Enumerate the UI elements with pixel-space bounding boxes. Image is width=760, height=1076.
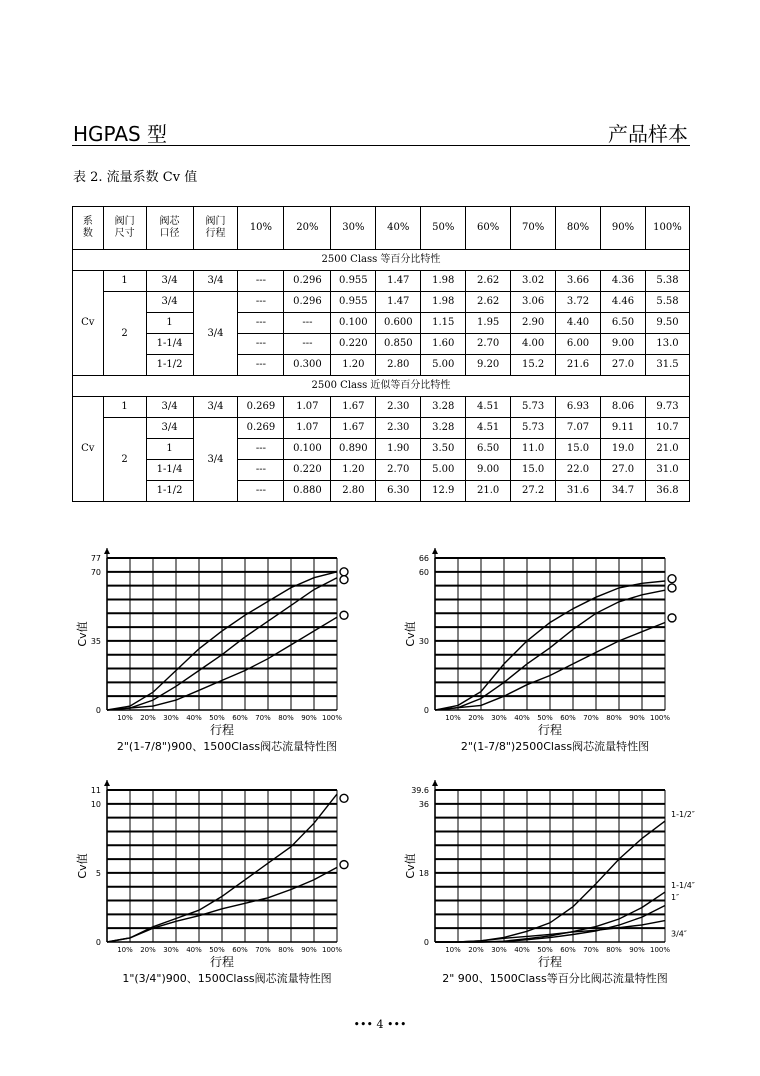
cv-value-cell: 34.7 (601, 481, 646, 502)
cv-value-cell: 0.220 (284, 460, 331, 481)
table-row (73, 334, 690, 355)
x-tick-label: 60% (232, 714, 248, 722)
cv-value-cell: 6.93 (556, 397, 601, 418)
cv-value-cell: 2.30 (376, 418, 421, 439)
x-tick-label: 100% (649, 946, 671, 954)
table-row (73, 292, 690, 313)
table-row (73, 397, 690, 418)
x-tick-label: 20% (140, 946, 156, 954)
cv-value-cell: 1.20 (331, 460, 376, 481)
series-marker (668, 614, 676, 622)
cv-value-cell: 1.60 (421, 334, 466, 355)
x-tick-label: 50% (537, 714, 553, 722)
cv-value-cell: 7.07 (556, 418, 601, 439)
travel-cell: 3/4 (193, 418, 238, 502)
cv-value-cell: 0.100 (331, 313, 376, 334)
cv-value-cell: 36.8 (645, 481, 689, 502)
valve-size-cell: 2 (103, 292, 146, 376)
y-tick-label: 0 (423, 938, 429, 947)
cv-value-cell: 9.20 (466, 355, 511, 376)
x-axis-label: 行程 (537, 955, 563, 969)
cv-value-cell: 2.90 (511, 313, 556, 334)
valve-size-cell: 1 (103, 271, 146, 292)
table-row (73, 355, 690, 376)
cv-value-cell: 5.00 (421, 460, 466, 481)
cv-value-cell: 2.70 (466, 334, 511, 355)
x-tick-label: 80% (606, 946, 622, 954)
cv-value-cell: --- (238, 439, 284, 460)
table-row (73, 418, 690, 439)
cv-value-cell: 31.5 (645, 355, 689, 376)
flow-chart-3 (72, 780, 372, 992)
cv-value-cell: 0.850 (376, 334, 421, 355)
cv-value-cell: 15.2 (511, 355, 556, 376)
cv-value-cell: 27.0 (601, 355, 646, 376)
table-header-row (73, 207, 690, 250)
series-label: 1-1/2″ (671, 810, 695, 820)
cv-value-cell: 5.58 (645, 292, 689, 313)
x-tick-label: 70% (583, 946, 599, 954)
trim-size-cell: 3/4 (146, 271, 193, 292)
y-tick-label: 10 (90, 799, 101, 809)
y-tick-label: 36 (418, 799, 429, 809)
header-pct: 10% (238, 207, 284, 250)
cv-value-cell: 2.62 (466, 292, 511, 313)
cv-value-cell: 0.296 (284, 292, 331, 313)
y-axis-arrow (432, 548, 438, 554)
x-tick-label: 60% (560, 946, 576, 954)
cv-value-cell: 4.40 (556, 313, 601, 334)
header-pct: 50% (421, 207, 466, 250)
cv-value-cell: 0.880 (284, 481, 331, 502)
table-row (73, 439, 690, 460)
flow-chart-1 (72, 548, 372, 760)
cv-value-cell: 3.66 (556, 271, 601, 292)
header-coefficient: 系 数 (73, 207, 104, 250)
x-tick-label: 50% (209, 946, 225, 954)
cv-value-cell: 2.30 (376, 397, 421, 418)
y-axis-label: Cv值 (76, 621, 89, 647)
x-tick-label: 60% (232, 946, 248, 954)
cv-value-cell: 5.00 (421, 355, 466, 376)
cv-value-cell: 4.51 (466, 397, 511, 418)
y-tick-label: 0 (423, 706, 429, 715)
series-marker (340, 611, 348, 619)
table-caption: 表 2. 流量系数 Cv 值 (73, 170, 198, 185)
header-trim-size: 阀芯 口径 (146, 207, 193, 250)
x-tick-label: 30% (163, 714, 179, 722)
cv-value-cell: 31.0 (645, 460, 689, 481)
header-pct: 70% (511, 207, 556, 250)
x-axis-label: 行程 (537, 723, 563, 737)
table-row (73, 481, 690, 502)
y-axis-label: Cv值 (404, 621, 417, 647)
series-label: 1-1/4″ (671, 881, 695, 891)
x-axis-label: 行程 (209, 955, 235, 969)
x-tick-label: 80% (278, 714, 294, 722)
cv-value-cell: 6.30 (376, 481, 421, 502)
series-marker (668, 575, 676, 583)
cv-value-cell: 15.0 (556, 439, 601, 460)
y-tick-label: 77 (90, 554, 101, 563)
series-marker (340, 568, 348, 576)
cv-value-cell: 12.9 (421, 481, 466, 502)
flow-chart-4 (400, 780, 700, 992)
header-model: HGPAS 型 (73, 122, 168, 146)
y-tick-label: 0 (95, 706, 101, 715)
cv-value-cell: 3.06 (511, 292, 556, 313)
y-tick-label: 60 (418, 567, 429, 577)
y-axis-arrow (104, 548, 110, 554)
cv-value-cell: 1.15 (421, 313, 466, 334)
series-label: 3/4″ (671, 929, 687, 939)
trim-size-cell: 1-1/2 (146, 355, 193, 376)
header-pct: 90% (601, 207, 646, 250)
x-tick-label: 90% (301, 714, 317, 722)
cv-value-cell: 4.46 (601, 292, 646, 313)
cv-value-cell: 1.47 (376, 271, 421, 292)
cv-value-cell: 27.0 (601, 460, 646, 481)
cv-value-cell: 0.220 (331, 334, 376, 355)
header-valve-size: 阀门 尺寸 (103, 207, 146, 250)
trim-size-cell: 3/4 (146, 292, 193, 313)
y-tick-label: 66 (418, 554, 429, 563)
travel-cell: 3/4 (193, 271, 238, 292)
x-tick-label: 90% (629, 946, 645, 954)
x-tick-label: 40% (514, 946, 530, 954)
cv-value-cell: --- (238, 334, 284, 355)
cv-value-cell: --- (284, 313, 331, 334)
cv-value-cell: 1.07 (284, 418, 331, 439)
x-tick-label: 40% (514, 714, 530, 722)
cv-value-cell: 19.0 (601, 439, 646, 460)
x-tick-label: 20% (468, 714, 484, 722)
cv-value-cell: 2.62 (466, 271, 511, 292)
cv-value-cell: 3.02 (511, 271, 556, 292)
cv-value-cell: 15.0 (511, 460, 556, 481)
header-pct: 60% (466, 207, 511, 250)
cv-value-cell: 1.47 (376, 292, 421, 313)
y-tick-label: 35 (90, 636, 101, 646)
cv-value-cell: 1.07 (284, 397, 331, 418)
cv-value-cell: 1.90 (376, 439, 421, 460)
cv-value-cell: 31.6 (556, 481, 601, 502)
table-row (73, 460, 690, 481)
x-tick-label: 40% (186, 714, 202, 722)
header-pct: 20% (284, 207, 331, 250)
header-doc-type: 产品样本 (608, 122, 688, 146)
travel-cell: 3/4 (193, 292, 238, 376)
y-tick-label: 0 (95, 938, 101, 947)
x-tick-label: 60% (560, 714, 576, 722)
x-tick-label: 100% (321, 946, 343, 954)
cv-value-cell: 9.00 (466, 460, 511, 481)
cv-value-cell: 13.0 (645, 334, 689, 355)
cv-table (72, 206, 690, 502)
valve-size-cell: 1 (103, 397, 146, 418)
cv-value-cell: 4.51 (466, 418, 511, 439)
x-tick-label: 80% (606, 714, 622, 722)
cv-value-cell: 5.73 (511, 418, 556, 439)
section-title-row (73, 376, 690, 397)
x-tick-label: 70% (583, 714, 599, 722)
header-pct: 100% (645, 207, 689, 250)
x-tick-label: 40% (186, 946, 202, 954)
cv-value-cell: 0.300 (284, 355, 331, 376)
cv-value-cell: 0.955 (331, 292, 376, 313)
header-pct: 40% (376, 207, 421, 250)
section-title-row (73, 250, 690, 271)
y-axis-label: Cv值 (76, 853, 89, 879)
y-tick-label: 70 (90, 567, 101, 577)
cv-value-cell: 0.600 (376, 313, 421, 334)
cv-value-cell: 6.50 (601, 313, 646, 334)
cv-value-cell: 3.50 (421, 439, 466, 460)
cv-value-cell: 4.36 (601, 271, 646, 292)
y-axis-arrow (104, 780, 110, 786)
x-tick-label: 50% (537, 946, 553, 954)
cv-value-cell: 11.0 (511, 439, 556, 460)
cv-value-cell: --- (238, 271, 284, 292)
x-tick-label: 70% (255, 946, 271, 954)
cv-value-cell: 1.98 (421, 271, 466, 292)
x-tick-label: 100% (321, 714, 343, 722)
section-title: 2500 Class 近似等百分比特性 (73, 376, 690, 397)
cv-value-cell: 4.00 (511, 334, 556, 355)
cv-value-cell: 3.28 (421, 418, 466, 439)
y-axis-label: Cv值 (404, 853, 417, 879)
trim-size-cell: 1-1/4 (146, 334, 193, 355)
chart-title: 2"(1-7/8")900、1500Class阀芯流量特性图 (116, 740, 338, 753)
cv-value-cell: 21.0 (645, 439, 689, 460)
table-row (73, 271, 690, 292)
x-tick-label: 30% (163, 946, 179, 954)
x-axis-label: 行程 (209, 723, 235, 737)
x-tick-label: 100% (649, 714, 671, 722)
page-number: ••• 4 ••• (353, 1018, 407, 1031)
cv-value-cell: 1.20 (331, 355, 376, 376)
cv-value-cell: 2.80 (376, 355, 421, 376)
x-tick-label: 20% (140, 714, 156, 722)
x-tick-label: 80% (278, 946, 294, 954)
cv-value-cell: 3.28 (421, 397, 466, 418)
cv-value-cell: 10.7 (645, 418, 689, 439)
header-rule (72, 145, 690, 146)
cv-value-cell: 0.955 (331, 271, 376, 292)
cv-value-cell: 21.0 (466, 481, 511, 502)
cv-value-cell: 5.73 (511, 397, 556, 418)
trim-size-cell: 3/4 (146, 397, 193, 418)
x-tick-label: 20% (468, 946, 484, 954)
coefficient-cell: Cv (73, 271, 104, 376)
cv-value-cell: --- (238, 292, 284, 313)
cv-value-cell: 1.67 (331, 397, 376, 418)
cv-value-cell: --- (238, 355, 284, 376)
cv-value-cell: 5.38 (645, 271, 689, 292)
flow-chart-2 (400, 548, 700, 760)
cv-value-cell: 9.73 (645, 397, 689, 418)
cv-value-cell: 9.50 (645, 313, 689, 334)
chart-title: 2" 900、1500Class等百分比阀芯流量特性图 (442, 972, 668, 985)
cv-value-cell: 9.11 (601, 418, 646, 439)
y-tick-label: 18 (418, 868, 429, 878)
valve-size-cell: 2 (103, 418, 146, 502)
chart-title: 1"(3/4")900、1500Class阀芯流量特性图 (122, 972, 332, 985)
series-marker (340, 794, 348, 802)
x-tick-label: 90% (301, 946, 317, 954)
x-tick-label: 90% (629, 714, 645, 722)
series-marker (668, 584, 676, 592)
x-tick-label: 10% (445, 714, 461, 722)
cv-value-cell: 2.80 (331, 481, 376, 502)
cv-value-cell: 1.67 (331, 418, 376, 439)
travel-cell: 3/4 (193, 397, 238, 418)
header-pct: 30% (331, 207, 376, 250)
trim-size-cell: 1 (146, 313, 193, 334)
series-marker (340, 576, 348, 584)
x-tick-label: 10% (445, 946, 461, 954)
cv-value-cell: 0.269 (238, 418, 284, 439)
y-axis-arrow (432, 780, 438, 786)
table-row (73, 313, 690, 334)
x-tick-label: 10% (117, 714, 133, 722)
x-tick-label: 10% (117, 946, 133, 954)
cv-value-cell: 6.50 (466, 439, 511, 460)
cv-value-cell: 0.269 (238, 397, 284, 418)
cv-value-cell: --- (238, 313, 284, 334)
trim-size-cell: 3/4 (146, 418, 193, 439)
header-travel: 阀门 行程 (193, 207, 238, 250)
trim-size-cell: 1 (146, 439, 193, 460)
cv-value-cell: --- (238, 460, 284, 481)
cv-value-cell: 1.98 (421, 292, 466, 313)
cv-value-cell: 2.70 (376, 460, 421, 481)
cv-value-cell: 22.0 (556, 460, 601, 481)
cv-value-cell: 21.6 (556, 355, 601, 376)
chart-title: 2"(1-7/8")2500Class阀芯流量特性图 (460, 740, 650, 753)
trim-size-cell: 1-1/2 (146, 481, 193, 502)
trim-size-cell: 1-1/4 (146, 460, 193, 481)
series-label: 1″ (671, 893, 680, 903)
cv-value-cell: 0.100 (284, 439, 331, 460)
section-title: 2500 Class 等百分比特性 (73, 250, 690, 271)
y-tick-label: 30 (418, 636, 429, 646)
y-tick-label: 5 (95, 868, 101, 878)
series-marker (340, 861, 348, 869)
cv-value-cell: 1.95 (466, 313, 511, 334)
cv-value-cell: --- (238, 481, 284, 502)
x-tick-label: 30% (491, 946, 507, 954)
y-tick-label: 11 (90, 786, 101, 795)
header-pct: 80% (556, 207, 601, 250)
cv-value-cell: 6.00 (556, 334, 601, 355)
cv-value-cell: --- (284, 334, 331, 355)
x-tick-label: 30% (491, 714, 507, 722)
cv-value-cell: 27.2 (511, 481, 556, 502)
cv-value-cell: 0.890 (331, 439, 376, 460)
x-tick-label: 70% (255, 714, 271, 722)
cv-value-cell: 3.72 (556, 292, 601, 313)
x-tick-label: 50% (209, 714, 225, 722)
cv-value-cell: 8.06 (601, 397, 646, 418)
cv-value-cell: 0.296 (284, 271, 331, 292)
coefficient-cell: Cv (73, 397, 104, 502)
y-tick-label: 39.6 (411, 786, 429, 795)
cv-value-cell: 9.00 (601, 334, 646, 355)
